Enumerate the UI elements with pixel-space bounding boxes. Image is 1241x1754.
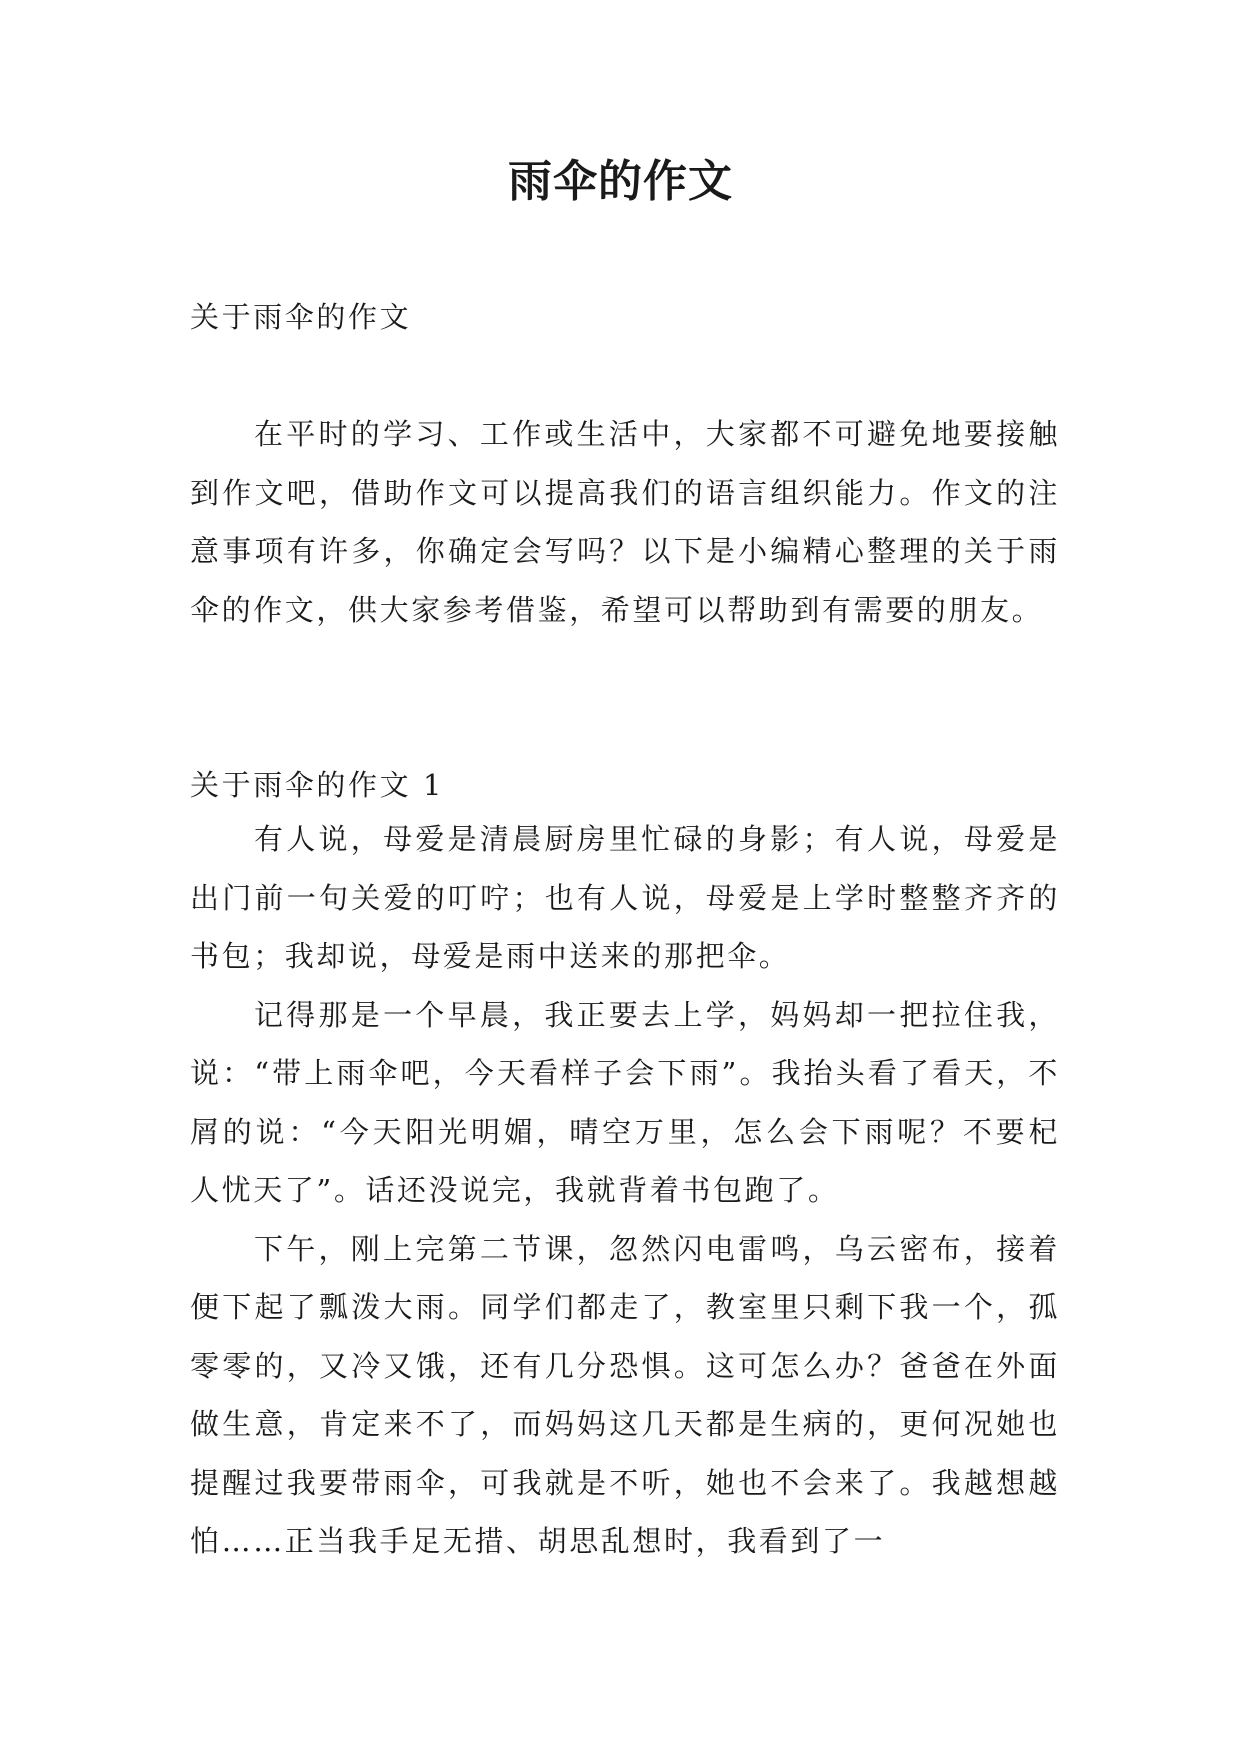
essay-paragraph: 有人说，母爱是清晨厨房里忙碌的身影；有人说，母爱是出门前一句关爱的叮咛；也有人说，母爱是上学时整整齐齐的书包；我却说，母爱是雨中送来的那把伞。: [190, 822, 1060, 973]
essay-paragraph: 下午，刚上完第二节课，忽然闪电雷鸣，乌云密布，接着便下起了瓢泼大雨。同学们都走了，教室里只剩下我一个，孤零零的，又冷又饿，还有几分恐惧。这可怎么办？爸爸在外面做生意，肯定来不了，而妈妈这几天都是生病的，更何况她也提醒过我要带雨伞，可我就是不听，她也不会来了。我越想越怕……正当我手足无措、胡思乱想时，我看到了一: [190, 1231, 1060, 1558]
document-subtitle: 关于雨伞的作文: [190, 300, 412, 334]
essay-paragraph: 记得那是一个早晨，我正要去上学，妈妈却一把拉住我，说：“带上雨伞吧，今天看样子会下雨”。我抬头看了看天，不屑的说：“今天阳光明媚，晴空万里，怎么会下雨呢？不要杞人忧天了”。话还没说完，我就背着书包跑了。: [190, 997, 1060, 1207]
essay-body: [190, 810, 1060, 1571]
document-title: 雨伞的作文: [508, 156, 733, 207]
intro-paragraph: 在平时的学习、工作或生活中，大家都不可避免地要接触到作文吧，借助作文可以提高我们的语言组织能力。作文的注意事项有许多，你确定会写吗？以下是小编精心整理的关于雨伞的作文，供大家参考借鉴，希望可以帮助到有需要的朋友。: [190, 417, 1060, 627]
section-heading: 关于雨伞的作文 1: [190, 768, 445, 802]
